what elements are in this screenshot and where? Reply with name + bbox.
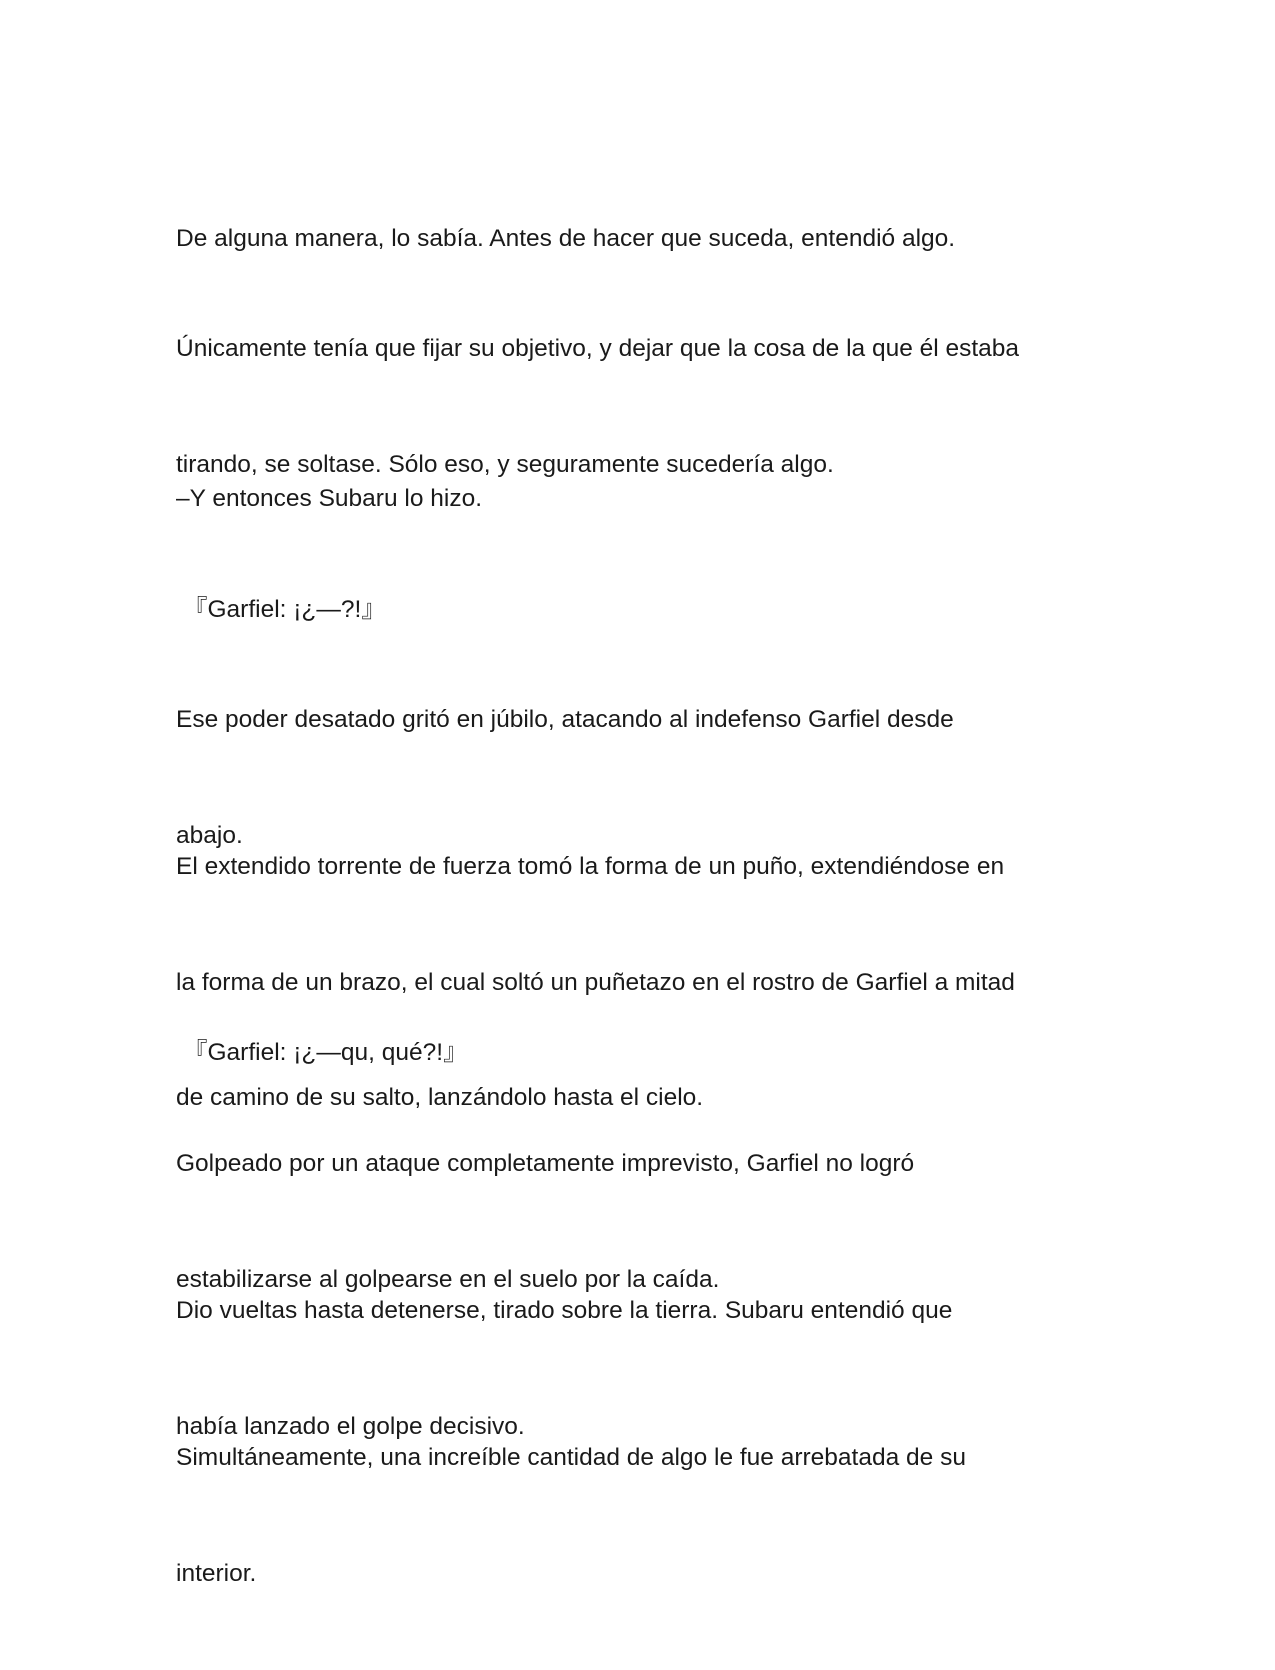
paragraph-line: Ese poder desatado gritó en júbilo, atacando al indefenso Garfiel desde — [176, 706, 954, 733]
paragraph-line: –Y entonces Subaru lo hizo. — [176, 485, 483, 512]
paragraph-line: De alguna manera, lo sabía. Antes de hacer que suceda, entendió algo. — [176, 225, 956, 252]
dialogue-text: 『Garfiel: ¡¿—?!』 — [183, 596, 386, 623]
paragraph-line: Golpeado por un ataque completamente imprevisto, Garfiel no logró — [176, 1150, 915, 1177]
dialogue-text: 『Garfiel: ¡¿—qu, qué?!』 — [183, 1039, 468, 1066]
paragraph-8 — [176, 1362, 1106, 1670]
paragraph-line: interior. — [176, 1559, 257, 1587]
paragraph-line: Únicamente tenía que fijar su objetivo, y dejar que la cosa de la que él estaba — [176, 335, 1020, 362]
paragraph-line: de camino de su salto, lanzándolo hasta el cielo. — [176, 1084, 704, 1111]
paragraph-line: la forma de un brazo, el cual soltó un puñetazo en el rostro de Garfiel a mitad — [176, 968, 1015, 996]
paragraph-line: estabilizarse al golpearse en el suelo por la caída. — [176, 1265, 720, 1293]
paragraph-line: El extendido torrente de fuerza tomó la forma de un puño, extendiéndose en — [176, 853, 1005, 880]
paragraph-line: Dio vueltas hasta detenerse, tirado sobre la tierra. Subaru entendió que — [176, 1297, 953, 1324]
paragraph-line: había lanzado el golpe decisivo. — [176, 1412, 525, 1440]
paragraph-line: abajo. — [176, 821, 243, 849]
paragraph-line: Simultáneamente, una increíble cantidad de algo le fue arrebatada de su — [176, 1444, 966, 1471]
paragraph-line: tirando, se soltase. Sólo eso, y seguramente sucedería algo. — [176, 450, 834, 478]
